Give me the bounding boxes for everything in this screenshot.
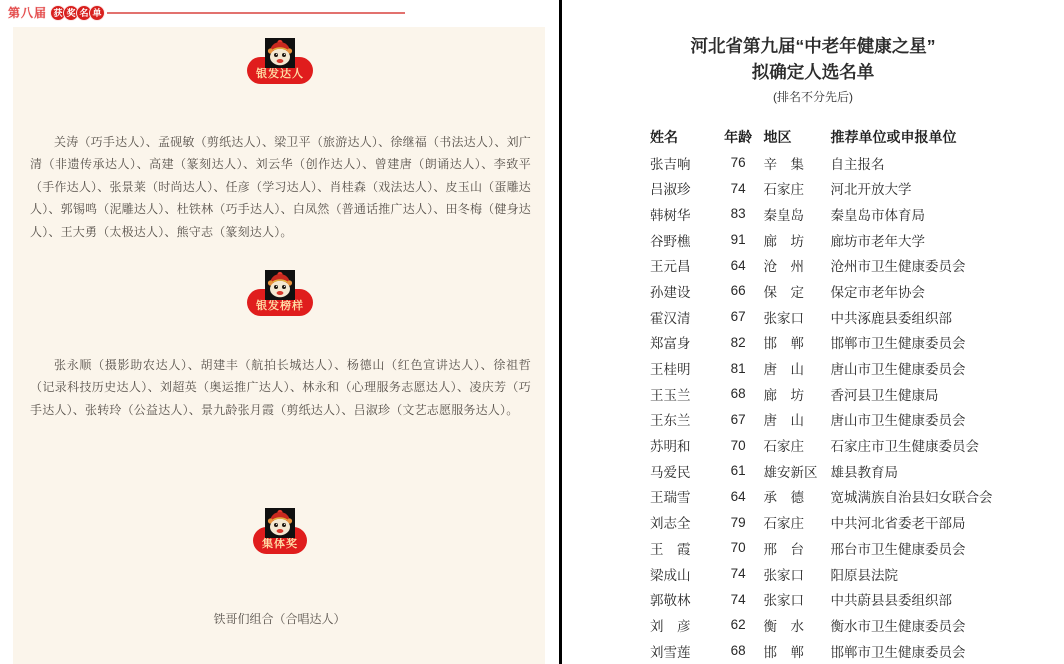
cell-region: 雄安新区 xyxy=(763,464,818,480)
cell-name: 郭敬林 xyxy=(650,593,691,609)
table-row xyxy=(650,458,1064,484)
table-row xyxy=(650,278,1064,304)
cell-age: 67 xyxy=(730,411,746,427)
cell-age: 79 xyxy=(730,514,746,530)
roster-table-body xyxy=(650,150,1064,664)
cell-unit: 河北开放大学 xyxy=(830,182,912,198)
header-unit: 推荐单位或申报单位 xyxy=(830,128,957,145)
badge-label: 银发达人 xyxy=(247,57,313,84)
cell-region: 辛 集 xyxy=(763,156,805,172)
cell-name: 谷野樵 xyxy=(650,233,691,249)
header-circle-char: 名 xyxy=(76,5,92,21)
table-row xyxy=(650,201,1064,227)
awards-content-background xyxy=(13,27,545,664)
winners-list-badge xyxy=(53,5,105,21)
table-row xyxy=(650,252,1064,278)
cell-name: 王东兰 xyxy=(650,413,691,429)
header-name: 姓名 xyxy=(650,128,678,145)
table-row xyxy=(650,612,1064,638)
cell-unit: 中共蔚县县委组织部 xyxy=(830,593,953,609)
header-circle-char: 奖 xyxy=(63,5,79,21)
cell-region: 邯 郸 xyxy=(763,644,805,660)
cell-region: 邯 郸 xyxy=(763,336,805,352)
table-row xyxy=(650,150,1064,176)
table-row xyxy=(650,407,1064,433)
cell-age: 81 xyxy=(730,360,746,376)
header-region: 地区 xyxy=(763,128,792,145)
header-circle-char: 获 xyxy=(50,5,66,21)
cell-age: 74 xyxy=(730,591,746,607)
cell-age: 66 xyxy=(730,283,746,299)
cell-unit: 廊坊市老年大学 xyxy=(830,233,926,249)
cell-age: 82 xyxy=(730,334,746,350)
roster-table-header xyxy=(650,124,1064,150)
cell-age: 74 xyxy=(730,566,746,582)
award-badge-silver-model xyxy=(247,270,313,316)
roster-title-line1: 河北省第九届“中老年健康之星” xyxy=(690,36,936,56)
cell-age: 64 xyxy=(730,488,746,504)
cell-age: 74 xyxy=(730,180,746,196)
cell-age: 68 xyxy=(730,386,746,402)
cell-age: 68 xyxy=(730,643,746,659)
table-row xyxy=(650,227,1064,253)
table-row xyxy=(650,432,1064,458)
cell-unit: 香河县卫生健康局 xyxy=(830,387,939,403)
cell-unit: 衡水市卫生健康委员会 xyxy=(830,618,966,634)
cell-age: 62 xyxy=(730,617,746,633)
roster-title-line2: 拟确定人选名单 xyxy=(751,62,875,82)
cell-region: 张家口 xyxy=(763,310,805,326)
cell-region: 邢 台 xyxy=(763,541,805,557)
cell-unit: 唐山市卫生健康委员会 xyxy=(830,413,966,429)
cell-age: 64 xyxy=(730,257,746,273)
cell-region: 秦皇岛 xyxy=(763,207,805,223)
badge-label: 银发榜样 xyxy=(247,289,313,316)
cell-age: 61 xyxy=(730,463,746,479)
cell-name: 王瑞雪 xyxy=(650,490,691,506)
table-row xyxy=(650,561,1064,587)
silver-talent-names: 关涛（巧手达人）、孟砚敏（剪纸达人）、梁卫平（旅游达人）、徐继福（书法达人）、刘广清（非遗传承达人）、高建（篆刻达人）、刘云华（创作达人）、曾建唐（朗诵达人）、李致平（手作达人）、张景莱（时尚达人）、任彦（学习达人）、肖桂森（戏法达人）、皮玉山（蛋雕达人）、郭锡鸣（泥雕达人）、杜铁林（巧手达人）、白凤然（普通话推广达人）、田冬梅（健身达人）、王大勇（太极达人）、熊守志（篆刻达人）。 xyxy=(30,135,531,239)
cell-region: 衡 水 xyxy=(763,618,805,634)
cell-region: 石家庄 xyxy=(763,439,805,455)
table-row xyxy=(650,509,1064,535)
cell-name: 王 霞 xyxy=(650,541,691,557)
roster-title xyxy=(562,33,1064,85)
table-row xyxy=(650,355,1064,381)
cell-region: 唐 山 xyxy=(763,362,805,378)
table-row xyxy=(650,638,1064,664)
cell-name: 吕淑珍 xyxy=(650,182,691,198)
header-circle-char: 单 xyxy=(89,5,105,21)
cell-region: 石家庄 xyxy=(763,516,805,532)
cell-region: 保 定 xyxy=(763,284,805,300)
cell-name: 孙建设 xyxy=(650,284,691,300)
table-row xyxy=(650,330,1064,356)
cell-unit: 唐山市卫生健康委员会 xyxy=(830,362,966,378)
cell-region: 廊 坊 xyxy=(763,387,805,403)
cell-region: 张家口 xyxy=(763,593,805,609)
cell-name: 王元昌 xyxy=(650,259,691,275)
cell-region: 唐 山 xyxy=(763,413,805,429)
cell-name: 张吉响 xyxy=(650,156,691,172)
cell-name: 刘志全 xyxy=(650,516,691,532)
cell-unit: 雄县教育局 xyxy=(830,464,899,480)
cell-region: 沧 州 xyxy=(763,259,805,275)
badge-label: 集体奖 xyxy=(253,527,307,554)
roster-subtitle: (排名不分先后) xyxy=(773,90,853,104)
cell-age: 70 xyxy=(730,540,746,556)
table-row xyxy=(650,175,1064,201)
header-age: 年龄 xyxy=(724,128,753,145)
cell-unit: 沧州市卫生健康委员会 xyxy=(830,259,966,275)
lion-dance-head-icon xyxy=(265,270,295,300)
roster-document-panel xyxy=(562,0,1064,664)
group-award-names: 铁哥们组合（合唱达人） xyxy=(213,612,346,626)
awards-header xyxy=(8,4,405,21)
cell-unit: 邢台市卫生健康委员会 xyxy=(830,541,966,557)
lion-dance-head-icon xyxy=(265,38,295,68)
cell-unit: 宽城满族自治县妇女联合会 xyxy=(830,490,993,506)
lion-dance-head-icon xyxy=(265,508,295,538)
cell-name: 刘雪莲 xyxy=(650,644,691,660)
cell-name: 梁成山 xyxy=(650,567,691,583)
cell-region: 承 德 xyxy=(763,490,805,506)
cell-unit: 邯郸市卫生健康委员会 xyxy=(830,336,966,352)
cell-unit: 自主报名 xyxy=(830,156,885,172)
silver-model-names: 张永顺（摄影助农达人）、胡建丰（航拍长城达人）、杨德山（红色宣讲达人）、徐祖哲（记录科技历史达人）、刘超英（奥运推广达人）、林永和（心理服务志愿达人）、凌庆芳（巧手达人）、张转玲（公益达人）、景九龄张月霞（剪纸达人）、吕淑珍（文艺志愿服务达人）。 xyxy=(30,358,531,417)
cell-unit: 中共河北省委老干部局 xyxy=(830,516,966,532)
cell-name: 刘 彦 xyxy=(650,618,691,634)
cell-unit: 阳原县法院 xyxy=(830,567,899,583)
cell-region: 张家口 xyxy=(763,567,805,583)
cell-name: 霍汉清 xyxy=(650,310,691,326)
roster-table xyxy=(650,124,1064,663)
table-row xyxy=(650,484,1064,510)
award-badge-group xyxy=(253,508,307,554)
cell-age: 91 xyxy=(730,232,746,248)
cell-age: 70 xyxy=(730,437,746,453)
cell-age: 83 xyxy=(730,206,746,222)
cell-name: 韩树华 xyxy=(650,207,691,223)
cell-age: 67 xyxy=(730,309,746,325)
header-divider-line xyxy=(107,12,405,14)
header-row xyxy=(650,124,1064,150)
cell-unit: 中共涿鹿县委组织部 xyxy=(830,310,953,326)
cell-unit: 秦皇岛市体育局 xyxy=(830,207,926,223)
table-row xyxy=(650,535,1064,561)
cell-name: 王玉兰 xyxy=(650,387,691,403)
table-row xyxy=(650,586,1064,612)
award-badge-silver-talent xyxy=(247,38,313,84)
cell-unit: 邯郸市卫生健康委员会 xyxy=(830,644,966,660)
cell-name: 王桂明 xyxy=(650,362,691,378)
cell-unit: 石家庄市卫生健康委员会 xyxy=(830,439,980,455)
cell-region: 廊 坊 xyxy=(763,233,805,249)
cell-region: 石家庄 xyxy=(763,182,805,198)
table-row xyxy=(650,304,1064,330)
cell-age: 76 xyxy=(730,155,746,171)
cell-name: 苏明和 xyxy=(650,439,691,455)
table-row xyxy=(650,381,1064,407)
cell-name: 郑富身 xyxy=(650,336,691,352)
edition-label: 第八届 xyxy=(8,6,48,20)
cell-unit: 保定市老年协会 xyxy=(830,284,926,300)
cell-name: 马爱民 xyxy=(650,464,691,480)
